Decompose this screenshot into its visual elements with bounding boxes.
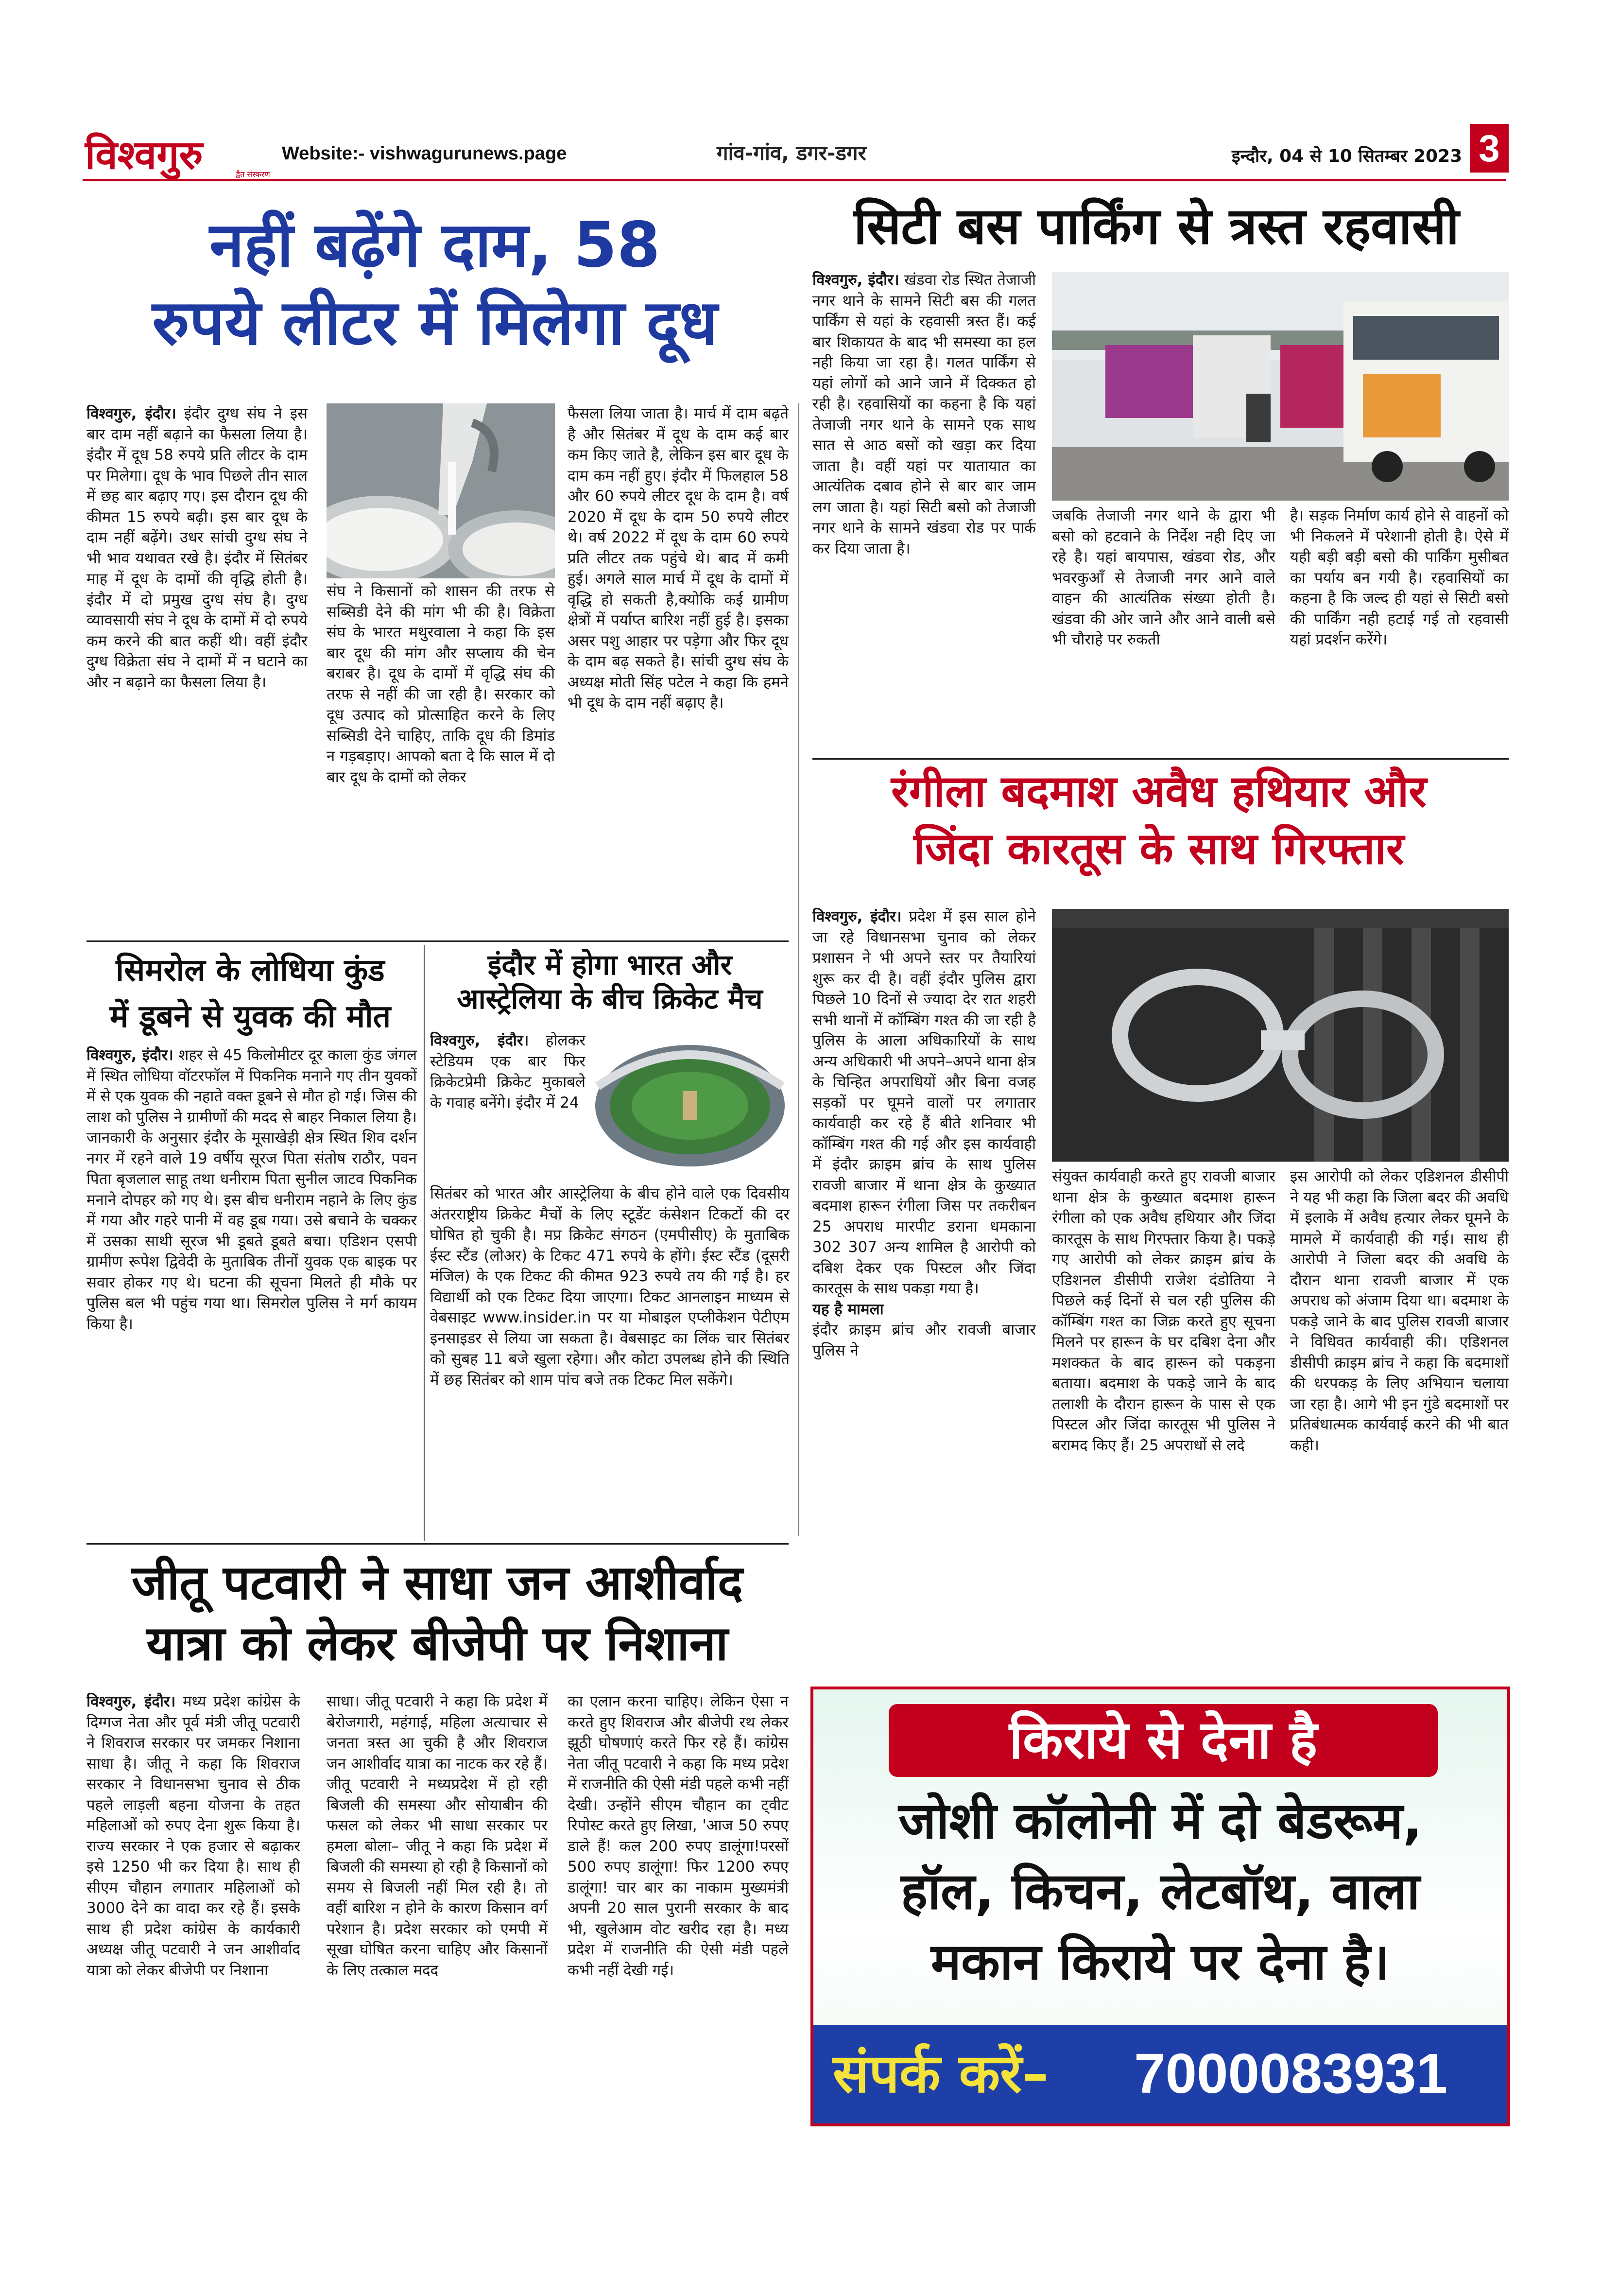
rangila-headline-line-1: रंगीला बदमाश अवैध हथियार और: [891, 766, 1427, 817]
milk-headline-line-2: रुपये लीटर में मिलेगा दूध: [152, 287, 718, 359]
citybus-column-3: [1290, 505, 1509, 751]
patwari-column-3: [568, 1691, 789, 2124]
milk-column-3-text: फैसला लिया जाता है। मार्च में दाम बढ़ते है और सितंबर में दूध के दाम कई बार कम किए जाते है, लेकिन इस बार दूध के दाम कम नहीं हुए। इंदौर में फिलहाल 58 और 60 रुपये लीटर दूध के दाम है। वर्ष 2020 में दूध के दाम 50 रुपये लीटर थे। वर्ष 2022 में दूध के दाम 60 रुपये प्रति लीटर तक पहुंचे थे। बाद में कमी हुई। अगले साल मार्च में दूध के दामों में वृद्धि हो सकती है,क्योकि कई ग्रामीण क्षेत्रों में पर्याप्त बारिश नहीं हुई है। इसका असर पशु आहार पर पड़ेगा और फिर दूध के दाम बढ़ सकते है। सांची दुग्ध संघ के अध्यक्ष मोती सिंह पटेल ने कहा कि हमने भी दूध के दाम नहीं बढ़ाए है।: [568, 405, 789, 712]
masthead-logo: विश्वगुरु: [85, 132, 203, 178]
ad-line-3: मकान किराये पर देना है।: [930, 1932, 1390, 1991]
patwari-column-1: [86, 1691, 300, 2124]
simrol-headline-line-2: में डूबने से युवक की मौत: [109, 999, 391, 1035]
rangila-headline-line-2: जिंदा कारतूस के साथ गिरफ्तार: [913, 823, 1404, 874]
rangila-byline: विश्वगुरु, इंदौर।: [812, 908, 902, 925]
ad-banner-text: किराये से देना है: [1009, 1710, 1318, 1771]
simrol-headline: [83, 948, 418, 1040]
simrol-headline-line-1: सिमरोल के लोधिया कुंड: [116, 953, 385, 989]
patwari-column-3-text: का एलान करना चाहिए। लेकिन ऐसा न करते हुए शिवराज और बीजेपी रथ लेकर झूठी घोषणाएं करते फिर रहे हैं। कांग्रेस नेता जीतू पटवारी ने कहा कि मध्य प्रदेश में राजनीति की ऐसी मंडी पहले कभी नहीं देखी। उन्होंने सीएम चौहान का ट्वीट रिपोस्ट करते हुए लिखा, 'आज 50 रुपए डाले हैं! कल 200 रुपए डालूंगा!परसों 500 रुपए डालूंगा! फिर 1200 रुपए डालूंगा! चार बार का नाकाम मुख्यमंत्री अपनी 20 साल पुरानी सरकार के बाद भी, खुलेआम वोट खरीद रहा है। मध्य प्रदेश में राजनीति की ऐसी मंडी पहले कभी नहीं देखी गई।: [568, 1693, 789, 1979]
rangila-top-rule: [812, 758, 1509, 760]
citybus-photo: [1052, 272, 1509, 501]
milk-column-1: [86, 403, 308, 938]
ad-contact-label: संपर्क करें–: [833, 2042, 1049, 2105]
milk-column-2: [327, 581, 555, 936]
cricket-headline-line-1: इंदौर में होगा भारत और: [487, 948, 732, 981]
cricket-intro-text: होलकर स्टेडियम एक बार फिर क्रिकेटप्रेमी क्रिकेट मुकाबले के गवाह बनेंगे। इंदौर में 24: [430, 1032, 585, 1112]
milk-column-1-text: इंदौर दुग्ध संघ ने इस बार दाम नहीं बढ़ाने का फैसला लिया है। इंदौर में दूध 58 रुपये प्रति लीटर के दाम पर मिलेगा। दूध के भाव पिछले तीन साल में छह बार बढ़ाए गए। इस दौरान दूध की कीमत 15 रुपये बढ़ी। इस बार दूध के दाम नहीं बढ़ेंगे। उधर सांची दुग्ध संघ ने भी भाव यथावत रखे है। इंदौर में सितंबर माह में दूध के दामों की वृद्धि होती है। इंदौर में दो प्रमुख दुग्ध संघ है। दुग्ध व्यावसायी संघ ने दूध के दामों में दो रुपये कम करने की बात कहीं थी। वहीं इंदौर दुग्ध विक्रेता संघ ने दामों में न घटाने का और न बढ़ाने का फैसला लिया है।: [86, 405, 308, 691]
citybus-column-1-text: खंडवा रोड स्थित तेजाजी नगर थाने के सामने सिटी बस की गलत पार्किंग से यहां के रहवासी त्रस्त हैं। कई बार शिकायत के बाद भी समस्या का हल नही किया जा रहा है। गलत पार्किंग से यहां लोगों को आने जाने में दिक्कत हो रही है। रहवासियों का कहना है कि यहां तेजाजी नगर थाने के सामने एक साथ सात से आठ बसों को खड़ा कर दिया जाता है। वहीं यहां पर यातायात का आत्यंतिक दबाव होने से बार बार जाम लग जाता है। यहां सिटी बसो को तेजाजी नगर थाने के सामने खंडवा रोड पर पार्क कर दिया जाता है।: [812, 271, 1036, 557]
citybus-byline: विश्वगुरु, इंदौर।: [812, 271, 899, 289]
milk-column-3: [568, 403, 789, 938]
ad-contact-bar: [813, 2025, 1507, 2123]
rangila-column-3-text: इस आरोपी को लेकर एडिशनल डीसीपी ने यह भी कहा कि जिला बदर की अवधि में इलाके में अवैध हत्यार लेकर घूमने के मामले में कार्यवाही की गई। साथ ही आरोपी ने जिला बदर की अवधि के दौरान थाना रावजी बाजार में एक अपराध को अंजाम दिया था। बदमाश के पकड़े जाने के बाद पुलिस रावजी बाजार ने विधिवत कार्यवाही की। एडिशनल डीसीपी क्राइम ब्रांच ने कहा कि बदमाशों की धरपकड़ के लिए अभियान चलाया जा रहा है। आगे भी इन गुंडे बदमाशों पर प्रतिबंधात्मक कार्यवाई करने की भी बात कही।: [1290, 1168, 1509, 1454]
patwari-top-rule: [86, 1543, 789, 1545]
citybus-column-2: [1052, 505, 1275, 751]
stadium-photo: [593, 1028, 787, 1181]
milk-photo: [327, 403, 555, 578]
rangila-column-2-text: संयुक्त कार्यवाही करते हुए रावजी बाजार थाना क्षेत्र के कुख्यात बदमाश हारून रंगीला को एक अवैध हथियार और जिंदा कारतूस के साथ गिरफ्तार किया है। पकड़े गए आरोपी को लेकर क्राइम ब्रांच के एडिशनल डीसीपी राजेश दंडोतिया ने पिछले कई दिनों से चल रही पुलिस की कॉम्बिंग गश्त का जिक्र करते हुए सूचना मिलने पर हारून के घर दबिश देना और मशक्कत के बाद हारून को पकड़ना बताया। बदमाश के पकड़े जाने के बाद तलाशी के दौरान हारून के पास से एक पिस्टल और जिंदा कारतूस भी पुलिस ने बरामद किए हैं। 25 अपराधों से लदे: [1052, 1168, 1275, 1454]
milk-headline: [83, 207, 787, 362]
masthead-logo-tagline: द्वैत संस्करण: [236, 170, 270, 179]
simrol-column: [86, 1045, 417, 1536]
milk-headline-line-1: नहीं बढ़ेंगे दाम, 58: [209, 209, 660, 281]
ad-phone-number[interactable]: 7000083931: [1134, 2042, 1448, 2105]
rangila-headline: [802, 763, 1516, 878]
citybus-headline: सिटी बस पार्किंग से त्रस्त रहवासी: [854, 196, 1459, 256]
cricket-column: [430, 1183, 790, 1533]
masthead: [46, 124, 1504, 177]
milk-byline: विश्वगुरु, इंदौर।: [86, 405, 176, 422]
milk-column-2-text: संघ ने किसानों को शासन की तरफ से सब्सिडी देने की मांग भी की है। विक्रेता संघ के भारत मथुरवाला ने कहा कि इस बार दूध की मांग और सप्लाय की चेन बराबर है। दूध के दामों में वृद्धि संघ की तरफ से नहीं की जा रही है। सरकार को दूध उत्पाद को प्रोत्साहित करने के लिए सब्सिडी देने चाहिए, ताकि दूध की डिमांड न गड़बड़ाए। आपको बता दे कि साल में दो बार दूध के दामों को लेकर: [327, 582, 555, 786]
handcuffs-photo: [1052, 909, 1509, 1162]
center-column-divider: [798, 403, 799, 1536]
citybus-column-2-text: जबकि तेजाजी नगर थाने के द्वारा भी बसो को हटवाने के निर्देश नही दिए जा रहे है। यहां बायपास, खंडवा रोड, और भवरकुआँ से तेजाजी नगर आने वाले वाहन की आत्यंतिक संख्या होती है। खंडवा की ओर जाने और आने वाली बसे भी चौराहे पर रुकती: [1052, 507, 1275, 648]
rangila-column-3: [1290, 1166, 1509, 1677]
simrol-cricket-divider: [424, 945, 425, 1541]
simrol-byline: विश्वगुरु, इंदौर।: [86, 1046, 173, 1064]
ad-line-1: जोशी कॉलोनी में दो बेडरूम,: [898, 1791, 1422, 1850]
patwari-column-2-text: साधा। जीतू पटवारी ने कहा कि प्रदेश में बेरोजगारी, महंगाई, महिला अत्याचार से जनता त्रस्त आ चुकी है और शिवराज जन आशीर्वाद यात्रा का नाटक कर रहे हैं। जीतू पटवारी ने मध्यप्रदेश में हो रही बिजली की समस्या और सोयाबीन की फसल को लेकर भी साधा सरकार पर हमला बोला– जीतू ने कहा कि प्रदेश में बिजली की समस्या हो रही है किसानों को समय से बिजली नहीं मिल रही है। तो वहीं बारिश न होने के कारण किसान वर्ग परेशान है। प्रदेश सरकार को एमपी में सूखा घोषित करना चाहिए और किसानों के लिए तत्काल मदद: [327, 1693, 548, 1979]
patwari-headline-line-1: जीतू पटवारी ने साधा जन आशीर्वाद: [132, 1555, 743, 1611]
cricket-headline-line-2: आस्ट्रेलिया के बीच क्रिकेट मैच: [457, 982, 763, 1015]
rangila-column-1: [812, 906, 1036, 1677]
masthead-website[interactable]: Website:- vishwagurunews.page: [282, 143, 567, 164]
page-number-badge: [1470, 124, 1509, 173]
rangila-subhead: यह है मामला: [812, 1300, 884, 1318]
masthead-section: गांव-गांव, डगर-डगर: [717, 141, 866, 165]
page-number: 3: [1479, 127, 1500, 170]
patwari-headline-line-2: यात्रा को लेकर बीजेपी पर निशाना: [146, 1616, 728, 1671]
ad-line-2: हॉल, किचन, लेटबॉथ, वाला: [900, 1861, 1420, 1921]
citybus-column-3-text: है। सड़क निर्माण कार्य होने से वाहनों को भी निकलने में परेशानी होती है। ऐसे में यही बड़ी बड़ी बसो की पार्किंग मुसीबत का पर्याय बन गयी है। रहवासियों का कहना है कि जल्द ही यहां से सिटी बसो की पार्किंग नही हटाई गई तो रहवासी यहां प्रदर्शन करेंगे।: [1290, 507, 1509, 648]
cricket-headline: [428, 948, 792, 1016]
rangila-intro-text: प्रदेश में इस साल होने जा रहे विधानसभा चुनाव को लेकर प्रशासन ने भी अपने स्तर पर तैयारियां शुरू कर दी है। वहीं इंदौर पुलिस द्वारा पिछले 10 दिनों से ज्यादा देर रात शहरी सभी थानों में कॉम्बिंग गश्त की जा रही है पुलिस के आला अधिकारियों के साथ अन्य अधिकारी भी अपने–अपने थाना क्षेत्र के चिन्हित अपराधियों और बिना वजह सड़कों पर घूमने वालों पर लगातार कार्यवाही कर रहे हैं बीते शनिवार भी कॉम्बिंग गश्त की गई और इस कार्यवाही में इंदौर क्राइम ब्रांच के साथ पुलिस रावजी बाजार में थाना क्षेत्र के कुख्यात बदमाश हारून रंगीला जिस पर तकरीबन 25 अपराध मारपीट डराना धमकाना 302 307 अन्य शामिल है आरोपी को दबिश देकर एक पिस्टल और जिंदा कारतूस के साथ पकड़ा गया है।: [812, 908, 1036, 1297]
simrol-text: शहर से 45 किलोमीटर दूर काला कुंड जंगल में स्थित लोधिया वॉटरफॉल में पिकनिक मनाने गए तीन युवकों में से एक युवक की नहाते वक्त डूबने से मौत हो गई। जिस की लाश को पुलिस ने ग्रामीणों की मदद से बाहर निकाल लिया है। जानकारी के अनुसार इंदौर के मूसाखेड़ी क्षेत्र स्थित शिव दर्शन नगर में रहने वाले 19 वर्षीय सूरज पिता संतोष राठौर, पवन पिता बृजलाल साहू तथा धनीराम पिता सुनील जाटव पिकनिक मनाने दोपहर को गए थे। इस बीच धनीराम नहाने के लिए कुंड में गया और गहरे पानी में वह डूब गया। उसे बचाने के चक्कर में उसका साथी सूरज भी डूबते डूबते बचा। एडिशन एसपी ग्रामीण रूपेश द्विवेदी के मुताबिक तीनों युवक एक बाइक पर सवार होकर गए थे। घटना की सूचना मिलते ही मौके पर पुलिस बल भी पहुंच गया था। सिमरोल पुलिस ने मर्ग कायम किया है।: [86, 1046, 417, 1333]
patwari-column-2: [327, 1691, 548, 2124]
patwari-byline: विश्वगुरु, इंदौर।: [86, 1693, 176, 1710]
rangila-column-2: [1052, 1166, 1275, 1677]
masthead-edition-date: इन्दौर, 04 से 10 सितम्बर 2023: [1232, 146, 1463, 166]
ad-banner: [889, 1704, 1438, 1777]
rangila-intro-tail: इंदौर क्राइम ब्रांच और रावजी बाजार पुलिस ने: [812, 1321, 1036, 1359]
citybus-column-1: [812, 270, 1036, 751]
patwari-column-1-text: मध्य प्रदेश कांग्रेस के दिग्गज नेता और पूर्व मंत्री जीतू पटवारी ने शिवराज सरकार पर जमकर निशाना साधा है। जीतू ने कहा कि शिवराज सरकार ने विधानसभा चुनाव से ठीक पहले लाड़ली बहना योजना के तहत महिलाओं को रुपए देना शुरू किया है। राज्य सरकार ने एक हजार से बढ़ाकर इसे 1250 भी कर दिया है। साथ ही सीएम चौहान लगातार महिलाओं को 3000 देने का वादा कर रहे हैं। इसके साथ ही प्रदेश कांग्रेस के कार्यकारी अध्यक्ष जीतू पटवारी ने जन आशीर्वाद यात्रा को लेकर बीजेपी पर निशाना: [86, 1693, 300, 1979]
milk-bottom-rule: [86, 940, 789, 942]
cricket-byline: विश्वगुरु, इंदौर।: [430, 1032, 529, 1049]
rent-advertisement: [810, 1687, 1510, 2126]
cricket-intro: [430, 1030, 585, 1183]
cricket-text: सितंबर को भारत और आस्ट्रेलिया के बीच होने वाले एक दिवसीय अंतरराष्ट्रीय क्रिकेट मैचों के लिए स्टूडेंट कंसेशन टिकटों की दर घोषित हो चुकी है। मप्र क्रिकेट संगठन (एमपीसीए) के मुताबिक ईस्ट स्टैंड (लोअर) के टिकट 471 रुपये के होंगे। ईस्ट स्टैंड (दूसरी मंजिल) के एक टिकट की कीमत 923 रुपये तय की गई है। हर विद्यार्थी को एक टिकट दिया जाएगा। टिकट आनलाइन माध्यम से वेबसाइट www.insider.in पर या मोबाइल एप्लीकेशन पेटीएम इनसाइडर से लिया जा सकता है। वेबसाइट का लिंक चार सितंबर को सुबह 11 बजे खुला रहेगा। और कोटा उपलब्ध होने की स्थिति में छह सितंबर को शाम पांच बजे तक टिकट मिल सकेंगे।: [430, 1185, 790, 1389]
masthead-rule: [83, 179, 1506, 181]
patwari-headline: [83, 1553, 792, 1674]
